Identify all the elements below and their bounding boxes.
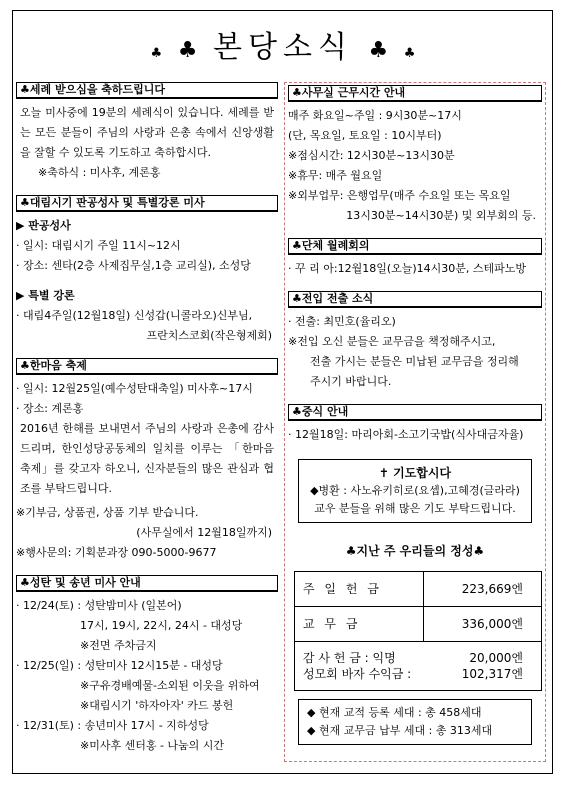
advent-sub-confession: ▶ 판공성사 — [16, 219, 71, 232]
section-header: ♣사무실 근무시간 안내 — [288, 85, 542, 102]
baptism-celebration: ※축하식 : 미사후, 계론홍 — [38, 166, 161, 179]
table-row — [295, 572, 542, 607]
meal-section — [288, 404, 542, 445]
christmas-line: · 12/25(일) : 성탄미사 12시15분 - 대성당 — [16, 659, 223, 672]
offering-extra-value: 20,000엔 — [469, 651, 523, 665]
offering-table — [294, 571, 542, 691]
festival-inquiry: ※행사문의: 기획분과장 090-5000-9677 — [16, 546, 217, 559]
office-line: ※외부업무: 은행업무(매주 수요일 또는 목요일 — [288, 189, 511, 202]
offering-label: 주 일 헌 금 — [295, 572, 424, 607]
offering-extra-label: 감 사 헌 금 : 익명 — [303, 651, 396, 665]
festival-line: · 장소: 계론홍 — [16, 402, 84, 415]
page-title — [0, 22, 566, 66]
christmas-line: 17시, 19시, 22시, 24시 - 대성당 — [80, 619, 243, 632]
groups-line: · 꾸 리 아:12월18일(오늘)14시30분, 스테파노방 — [288, 262, 527, 275]
christmas-line: · 12/24(토) : 성탄밤미사 (일본어) — [16, 599, 182, 612]
summary-line: ◆ 현재 교적 등록 세대 : 총 458세대 — [307, 706, 482, 719]
club-icon: ♣ — [403, 46, 416, 61]
offering-label: 교 무 금 — [295, 607, 424, 642]
section-header: ♣세례 받으심을 축하드립니다 — [16, 82, 278, 99]
groups-section — [288, 238, 542, 279]
festival-donation: ※기부금, 상품권, 상품 기부 받습니다. — [16, 506, 199, 519]
left-column — [16, 82, 278, 768]
christmas-line: ※전면 주차금지 — [80, 639, 157, 652]
office-section — [288, 85, 542, 226]
christmas-line: ※대림시기 '하자아자' 카드 봉헌 — [80, 699, 234, 712]
christmas-line: · 12/31(토) : 송년미사 17시 - 지하성당 — [16, 719, 209, 732]
section-header: ♣한마음 축제 — [16, 358, 278, 375]
advent-sub-homily: ▶ 특별 강론 — [16, 289, 75, 302]
office-line: ※휴무: 매주 월요일 — [288, 169, 383, 182]
summary-line: ◆ 현재 교무금 납부 세대 : 총 313세대 — [307, 724, 493, 737]
festival-donation-note: (사무실에서 12월18일까지) — [136, 526, 272, 539]
advent-line: · 대림4주일(12월18일) 신성갑(니콜라오)신부님, — [16, 309, 253, 322]
offering-value: 336,000엔 — [424, 607, 542, 642]
advent-line: · 일시: 대림시기 주일 11시~12시 — [16, 239, 181, 252]
right-column — [284, 82, 546, 762]
section-header: ♣단체 월례회의 — [288, 238, 542, 255]
section-header: ♣대림시기 판공성사 및 특별강론 미사 — [16, 195, 278, 212]
baptism-body: 오늘 미사중에 19분의 세례식이 있습니다. 세례를 받는 모든 분들이 주님의 사랑과 은총 속에서 신앙생활을 잘할 수 있도록 기도하고 축하합시다. — [20, 106, 274, 159]
offering-title: ♣지난 주 우리들의 정성♣ — [345, 544, 485, 558]
transfer-line: ※전입 오신 분들은 교무금을 책정해주시고, — [288, 335, 496, 348]
festival-body: 2016년 한해를 보내면서 주님의 사랑과 은총에 감사드리며, 한인성당공동체의 일치를 이루는 「한마음 축제」를 갖고자 하오니, 신자분들의 많은 관심과 협조를 부탁드립니다. — [20, 422, 274, 495]
baptism-section — [16, 82, 278, 183]
section-header: ♣중식 안내 — [288, 404, 542, 421]
club-icon: ♣ — [150, 46, 163, 61]
offering-value: 223,669엔 — [424, 572, 542, 607]
offering-extra-value: 102,317엔 — [461, 667, 523, 681]
transfer-line: 전출 가시는 분들은 미납된 교무금을 정리해 — [310, 355, 519, 368]
prayer-line: ◆병환 : 사노유키히로(요셉),고혜경(글라라) — [310, 484, 520, 497]
section-header: ♣성탄 및 송년 미사 안내 — [16, 575, 278, 592]
office-line: 매주 화요일~주일 : 9시30분~17시 — [288, 109, 462, 122]
christmas-line: ※구유경배예물-소외된 이웃을 위하여 — [80, 679, 260, 692]
office-line: 13시30분~14시30분) 및 외부회의 등. — [346, 209, 536, 222]
office-line: ※점심시간: 12시30분~13시30분 — [288, 149, 455, 162]
meal-line: · 12월18일: 마리아회-소고기국밥(식사대금자율) — [288, 428, 524, 441]
transfer-line: 주시기 바랍니다. — [310, 375, 392, 388]
christmas-line: ※미사후 센터홍 - 나눔의 시간 — [80, 739, 225, 752]
prayer-line: 교우 분들을 위해 많은 기도 부탁드립니다. — [314, 502, 516, 515]
advent-section — [16, 195, 278, 346]
offering-extra-label: 성모회 바자 수익금 : — [303, 667, 412, 681]
summary-box — [298, 699, 532, 745]
offering-extra — [295, 642, 542, 691]
prayer-title: ✝ 기도합시다 — [378, 466, 452, 480]
advent-line: 프란치스코회(작은형제회) — [146, 329, 272, 342]
festival-section — [16, 358, 278, 563]
table-row — [295, 607, 542, 642]
club-icon: ♣ — [368, 38, 389, 63]
prayer-box — [298, 459, 532, 523]
title-text: 본당소식 — [213, 30, 353, 65]
spacer — [16, 276, 278, 286]
advent-line: · 장소: 센타(2층 사제집무실,1층 교리실), 소성당 — [16, 259, 251, 272]
festival-line: · 일시: 12월25일(예수성탄대축일) 미사후~17시 — [16, 382, 253, 395]
table-row — [295, 642, 542, 691]
section-header: ♣전입 전출 소식 — [288, 291, 542, 308]
club-icon: ♣ — [177, 38, 198, 63]
transfer-line: · 전출: 최민호(율리오) — [288, 315, 396, 328]
transfer-section — [288, 291, 542, 392]
christmas-section — [16, 575, 278, 756]
office-line: (단, 목요일, 토요일 : 10시부터) — [288, 129, 442, 142]
